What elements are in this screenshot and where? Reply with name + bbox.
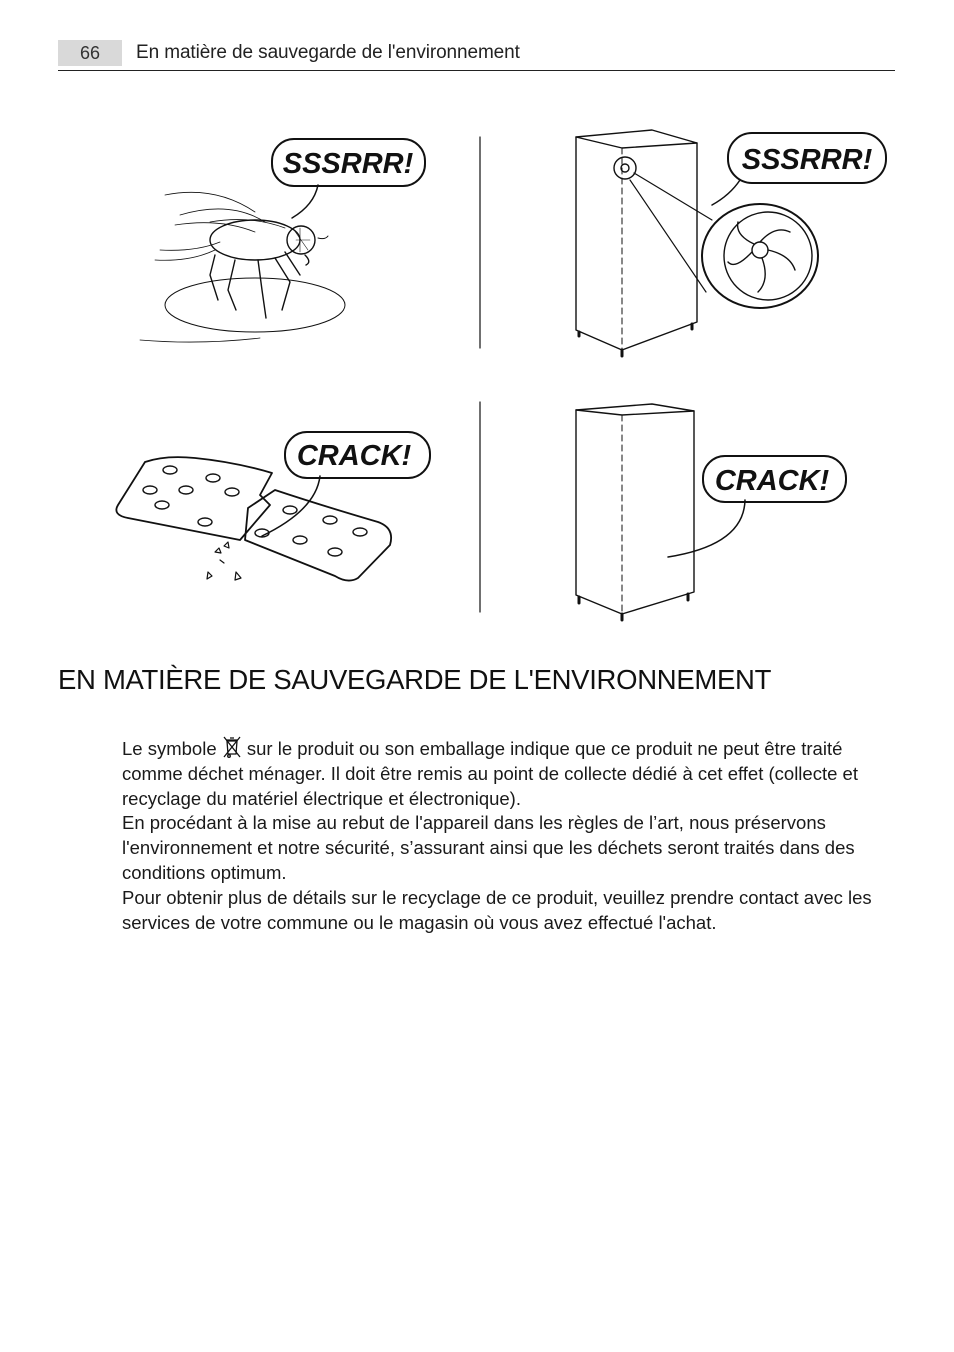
section-title: EN MATIÈRE DE SAUVEGARDE DE L'ENVIRONNEMENT: [58, 664, 772, 695]
cabinet-sound-text: CRACK!: [714, 465, 830, 497]
foam-sound-text: CRACK!: [296, 440, 412, 472]
fan-sound-text: SSSRRR!: [741, 144, 873, 176]
para1-after: sur le produit ou son emballage indique que ce produit ne peut être traité comme déchet ménager. Il doit être remis au point de collecte dédié à cet effet (collecte et recyclage du matériel électrique et électronique).: [122, 738, 858, 809]
fridge-cabinet-illustration: [576, 404, 694, 620]
paragraph-weee: [122, 735, 892, 811]
noise-illustrations: [0, 0, 954, 640]
paragraph-contact: Pour obtenir plus de détails sur le recyclage de ce produit, veuillez prendre contact avec les services de votre commune ou le magasin où vous avez effectué l'achat.: [122, 886, 872, 933]
para1-before: Le symbole: [122, 738, 222, 759]
running-title: En matière de sauvegarde de l'environnement: [136, 42, 520, 63]
fly-sound-text: SSSRRR!: [282, 148, 414, 180]
fly-illustration: [140, 192, 345, 342]
paragraph-disposal: En procédant à la mise au rebut de l'appareil dans les règles de l’art, nous préservons l'environnement et notre sécurité, s’assurant ainsi que les déchets seront traités dans des conditions optimum.: [122, 812, 855, 883]
environment-body-text: [122, 735, 892, 935]
crossed-out-wheelie-bin-icon: [222, 735, 242, 759]
page-number: 66: [58, 40, 122, 66]
broken-foam-illustration: [116, 457, 391, 580]
